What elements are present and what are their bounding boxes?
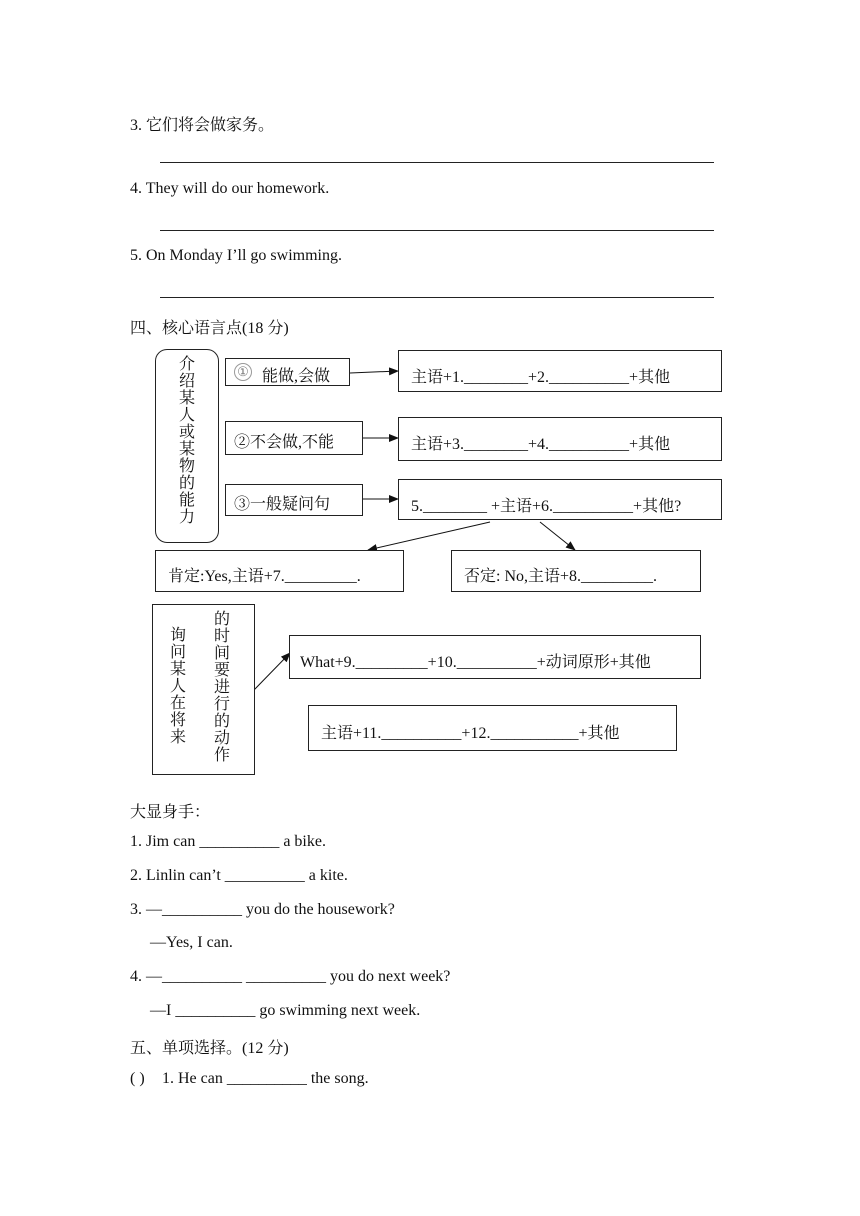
section-4-heading: 四、核心语言点(18 分) bbox=[130, 320, 289, 337]
practice-q2: 2. Linlin can’t __________ a kite. bbox=[130, 867, 348, 884]
vertical-char: 行 bbox=[213, 696, 230, 713]
negative-answer-box bbox=[451, 550, 701, 592]
vertical-char: 物 bbox=[178, 458, 195, 475]
question-5: 5. On Monday I’ll go swimming. bbox=[130, 247, 342, 264]
item-1-box bbox=[225, 358, 350, 386]
future-answer: 主语+11.__________+12.___________+其他 bbox=[321, 725, 620, 742]
future-label-box bbox=[152, 604, 255, 775]
future-label-left bbox=[169, 627, 187, 746]
vertical-char: 要 bbox=[213, 662, 230, 679]
vertical-char: 能 bbox=[178, 492, 195, 509]
item-1-formula: 主语+1.________+2.__________+其他 bbox=[411, 369, 671, 386]
negative-answer: 否定: No,主语+8._________. bbox=[464, 568, 658, 585]
vertical-char: 间 bbox=[213, 645, 230, 662]
practice-q4: 4. —__________ __________ you do next week? bbox=[130, 968, 451, 985]
future-answer-box bbox=[308, 705, 677, 751]
vertical-char: 来 bbox=[169, 729, 186, 746]
vertical-char: 人 bbox=[178, 407, 195, 424]
item-3-label: ③一般疑问句 bbox=[234, 496, 331, 513]
vertical-char: 的 bbox=[213, 713, 230, 730]
section-5-q1: 1. He can __________ the song. bbox=[162, 1070, 369, 1087]
vertical-char: 将 bbox=[169, 712, 186, 729]
vertical-char: 问 bbox=[169, 644, 186, 661]
vertical-char: 某 bbox=[169, 661, 186, 678]
item-2-box bbox=[225, 421, 363, 455]
vertical-char: 在 bbox=[169, 695, 186, 712]
arrow-negative bbox=[540, 522, 575, 550]
item-1-formula-box bbox=[398, 350, 722, 392]
vertical-char: 询 bbox=[169, 627, 186, 644]
section-5-q1-paren: ( ) bbox=[130, 1070, 145, 1087]
arrow-1 bbox=[350, 371, 398, 373]
vertical-char: 某 bbox=[178, 441, 195, 458]
future-label-right bbox=[213, 611, 231, 764]
future-question: What+9._________+10.__________+动词原形+其他 bbox=[300, 654, 651, 671]
section-5-heading: 五、单项选择。(12 分) bbox=[130, 1040, 289, 1057]
vertical-char: 动 bbox=[213, 730, 230, 747]
question-3: 3. 它们将会做家务。 bbox=[130, 117, 275, 134]
vertical-char: 绍 bbox=[178, 373, 195, 390]
practice-heading: 大显身手： bbox=[130, 804, 211, 821]
practice-q4-answer: —I __________ go swimming next week. bbox=[150, 1002, 421, 1019]
item-2-label: ②不会做,不能 bbox=[234, 434, 335, 451]
question-4: 4. They will do our homework. bbox=[130, 180, 330, 197]
positive-answer: 肯定:Yes,主语+7._________. bbox=[168, 568, 361, 585]
item-1-label: 能做,会做 bbox=[262, 368, 331, 385]
practice-q3-answer: —Yes, I can. bbox=[150, 934, 233, 951]
practice-q3: 3. —__________ you do the housework? bbox=[130, 901, 395, 918]
item-1-number-icon: ① bbox=[234, 363, 252, 381]
ability-label bbox=[156, 356, 218, 526]
vertical-char: 时 bbox=[213, 628, 230, 645]
arrow-positive bbox=[368, 522, 490, 550]
vertical-char: 进 bbox=[213, 679, 230, 696]
item-2-formula: 主语+3.________+4.__________+其他 bbox=[411, 436, 671, 453]
item-3-formula: 5.________ +主语+6.__________+其他? bbox=[411, 498, 682, 515]
vertical-char: 的 bbox=[213, 611, 230, 628]
vertical-char: 的 bbox=[178, 475, 195, 492]
item-3-formula-box bbox=[398, 479, 722, 520]
practice-q1: 1. Jim can __________ a bike. bbox=[130, 833, 326, 850]
ability-label-box bbox=[155, 349, 219, 543]
vertical-char: 介 bbox=[178, 356, 195, 373]
vertical-char: 某 bbox=[178, 390, 195, 407]
future-question-box bbox=[289, 635, 701, 679]
item-3-box bbox=[225, 484, 363, 516]
vertical-char: 或 bbox=[178, 424, 195, 441]
arrow-future bbox=[254, 653, 290, 690]
vertical-char: 力 bbox=[178, 509, 195, 526]
item-2-formula-box bbox=[398, 417, 722, 461]
vertical-char: 作 bbox=[213, 747, 230, 764]
positive-answer-box bbox=[155, 550, 404, 592]
vertical-char: 人 bbox=[169, 678, 186, 695]
